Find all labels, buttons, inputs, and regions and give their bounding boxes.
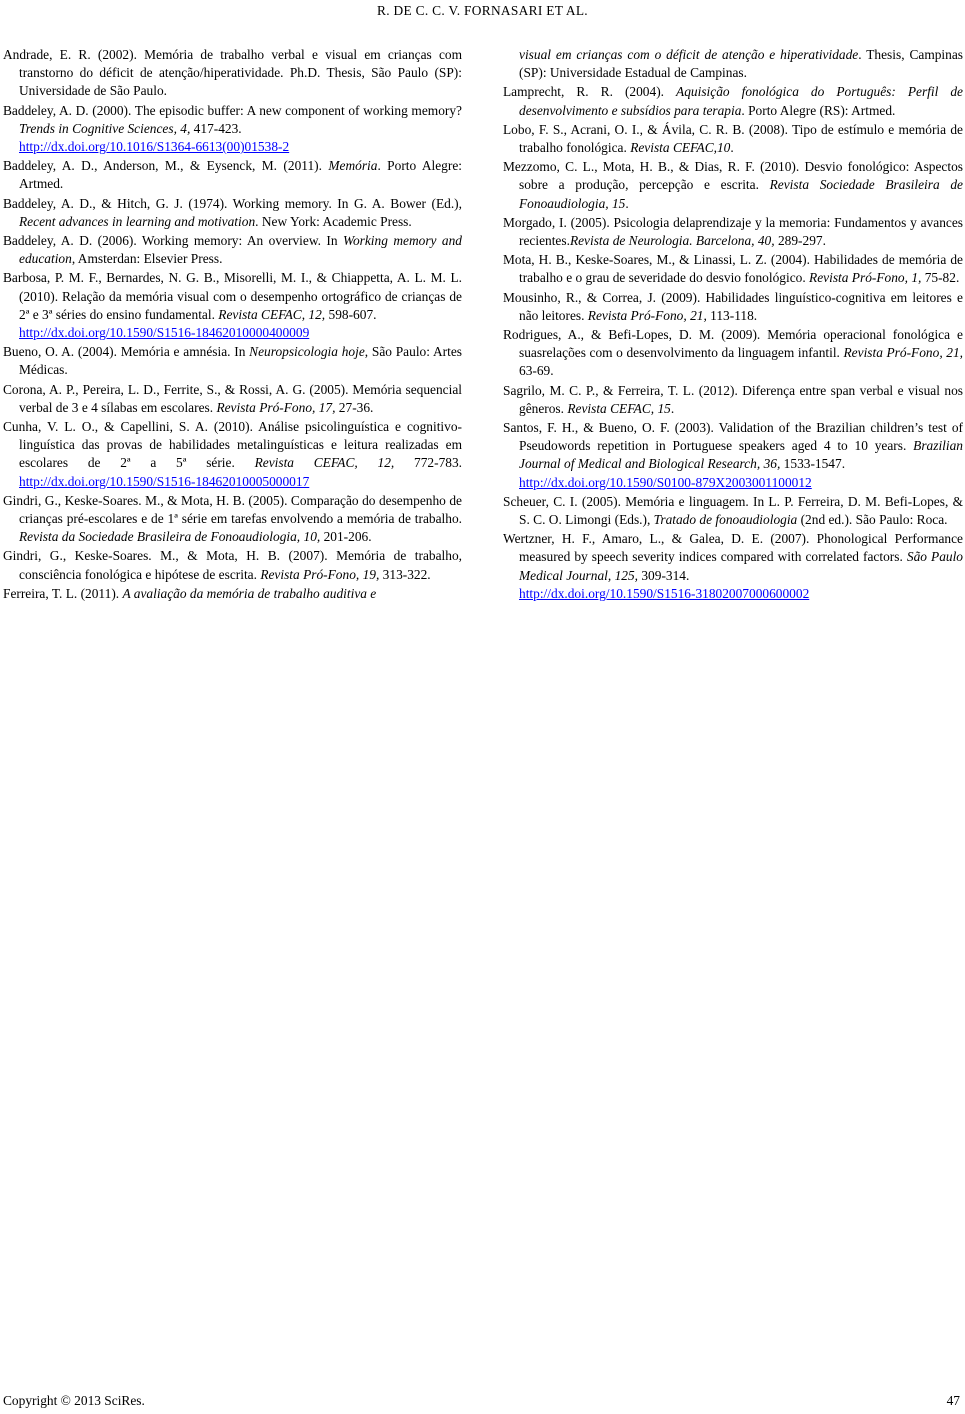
book-title: Recent advances in learning and motivation [19, 213, 256, 229]
journal-title: Revista CEFAC,10 [630, 140, 731, 156]
book-title: Memória [328, 158, 378, 174]
journal-title: São Paulo Medical Journal, 125, [519, 549, 964, 583]
journal-title: Revista Pró-Fono, 17, [216, 399, 336, 415]
reference-pages: . [625, 195, 629, 211]
reference-text: Mota, H. B., Keske-Soares, M., & Linassi, L. Z. (2004). Habilidades de memória de trabalho e o grau de severidade do desvio fonológico. [503, 252, 963, 286]
reference-pages: 309-314. [638, 567, 690, 583]
reference-entry [3, 157, 462, 193]
reference-entry [503, 251, 963, 287]
reference-text: Bueno, O. A. (2004). Memória e amnésia. In [3, 344, 250, 360]
journal-title: Revista de Neurologia. Barcelona, 40, [569, 233, 775, 249]
reference-entry [3, 418, 462, 491]
book-title: Neuropsicologia hoje [249, 344, 365, 360]
reference-entry [503, 530, 963, 603]
journal-title: Revista CEFAC, 12, [218, 306, 326, 322]
book-title: Working memory and education [19, 233, 462, 267]
journal-title: Revista Pró-Fono, 21, [587, 307, 707, 323]
reference-pages: 598-607. [325, 306, 377, 322]
journal-title: Revista da Sociedade Brasileira de Fonoaudiologia, 10, [19, 529, 321, 545]
doi-link[interactable]: http://dx.doi.org/10.1590/S1516-18462010000400009 [19, 325, 310, 341]
reference-text: Gindri, G., Keske-Soares. M., & Mota, H. B. (2007). Memória de trabalho, consciência fonológica e hipótese de escrita. [3, 548, 462, 582]
reference-text: Rodrigues, A., & Befi-Lopes, D. M. (2009). Memória operacional fonológica e suasrelações com o desenvolvimento da linguagem infantil. [503, 327, 963, 361]
reference-pages: 63-69. [519, 363, 554, 379]
references-left-column [3, 46, 462, 604]
reference-entry [503, 419, 963, 492]
reference-text: Gindri, G., Keske-Soares. M., & Mota, H. B. (2005). Comparação do desempenho de crianças pré-escolares e de 1ª série em tarefas envolvendo a memória de trabalho. [3, 492, 462, 527]
reference-pages: . [670, 400, 675, 416]
reference-pages: 75-82. [921, 270, 960, 286]
running-header: R. DE C. C. V. FORNASARI ET AL. [377, 3, 588, 18]
doi-link[interactable]: http://dx.doi.org/10.1590/S0100-879X2003001100012 [519, 474, 812, 490]
reference-pages: . [730, 140, 734, 156]
reference-entry [503, 121, 963, 157]
reference-text: Baddeley, A. D., Anderson, M., & Eysenck, M. (2011). [3, 158, 329, 174]
reference-entry [3, 46, 462, 101]
reference-text: Lamprecht, R. R. (2004). [503, 84, 677, 100]
reference-text: Ferreira, T. L. (2011). [3, 585, 123, 601]
reference-entry [503, 214, 963, 250]
reference-text: Mousinho, R., & Correa, J. (2009). Habilidades linguístico-cognitiva em leitores e não leitores. [503, 289, 963, 323]
reference-entry [3, 232, 462, 268]
reference-pages: 772-783. [394, 455, 462, 471]
reference-entry [3, 102, 462, 157]
reference-publisher: . New York: Academic Press. [255, 213, 412, 229]
reference-entry [3, 492, 462, 547]
reference-entry [503, 158, 963, 213]
reference-entry [503, 382, 963, 418]
journal-title: Revista CEFAC, 15 [567, 400, 671, 416]
page-number: 47 [946, 1393, 960, 1408]
reference-entry [3, 381, 462, 417]
reference-pages: 27-36. [335, 399, 374, 415]
reference-publisher: , Amsterdan: Elsevier Press. [71, 251, 223, 267]
reference-entry [3, 547, 462, 583]
reference-text: Baddeley, A. D. (2006). Working memory: An overview. In [3, 233, 344, 249]
reference-text: Morgado, I. (2005). Psicologia delaprendizaje y la memoria: Fundamentos y avances recientes. [503, 214, 963, 249]
doi-link[interactable]: http://dx.doi.org/10.1590/S1516-18462010005000017 [19, 473, 310, 489]
reference-text: Baddeley, A. D. (2000). The episodic buffer: A new component of working memory? [3, 102, 462, 118]
thesis-title: visual em crianças com o déficit de atenção e hiperatividade [519, 47, 859, 62]
book-title: Tratado de fonoaudiologia [653, 512, 798, 528]
reference-pages: 313-322. [379, 566, 431, 582]
journal-title: Revista Pró-Fono, 1, [809, 270, 922, 286]
reference-text: Corona, A. P., Pereira, L. D., Ferrite, S., & Rossi, A. G. (2005). Memória sequencial verbal de 3 e 4 sílabas em escolares. [3, 381, 462, 415]
reference-entry [503, 326, 963, 381]
journal-title: Brazilian Journal of Medical and Biological Research, 36, [519, 438, 963, 472]
book-title: Aquisição fonológica do Português: Perfil de desenvolvimento e subsídios para terapia [519, 84, 963, 118]
thesis-title: A avaliação da memória de trabalho auditiva e [122, 585, 377, 601]
reference-publisher: . Porto Alegre (RS): Artmed. [741, 102, 896, 118]
reference-entry [503, 289, 963, 325]
reference-pages: 417-423. [190, 120, 242, 136]
journal-title: Trends in Cognitive Sciences, 4, [19, 120, 191, 136]
reference-entry [3, 269, 462, 342]
reference-text: Santos, F. H., & Bueno, O. F. (2003). Validation of the Brazilian children’s test of Pseudowords repetition in Portuguese speakers aged 4 to 10 years. [503, 420, 963, 454]
reference-entry [3, 195, 462, 231]
reference-publisher: . Thesis, Campinas (SP): Universidade Estadual de Campinas. [519, 47, 963, 81]
reference-text: Barbosa, P. M. F., Bernardes, N. G. B., Misorelli, M. I., & Chiappetta, A. L. M. L. (2010). Relação da memória visual com o desempenho ortográfico de crianças de 2ª e 3ª séries do ensino fundamental. [3, 270, 462, 322]
reference-entry-continued [503, 46, 963, 82]
references-right-column [503, 46, 963, 604]
reference-pages: 113-118. [706, 307, 758, 323]
reference-text: Baddeley, A. D., & Hitch, G. J. (1974). Working memory. In G. A. Bower (Ed.), [3, 195, 462, 211]
copyright-footer: Copyright © 2013 SciRes. [3, 1393, 145, 1408]
journal-title: Revista Pró-Fono, 21, [843, 345, 963, 361]
reference-publisher: . Porto Alegre: Artmed. [19, 158, 462, 192]
reference-entry [3, 343, 462, 379]
reference-text: Mezzomo, C. L., Mota, H. B., & Dias, R. F. (2010). Desvio fonológico: Aspectos sobre a produção, percepção e escrita. [503, 159, 963, 193]
reference-pages: 289-297. [774, 233, 826, 249]
reference-publisher: (2nd ed.). São Paulo: Roca. [797, 512, 948, 528]
reference-publisher: , São Paulo: Artes Médicas. [19, 344, 462, 378]
reference-text: Wertzner, H. F., Amaro, L., & Galea, D. E. (2007). Phonological Performance measured by speech severity indices compared with correlated factors. [503, 531, 963, 565]
reference-text: Lobo, F. S., Acrani, O. I., & Ávila, C. R. B. (2008). Tipo de estímulo e memória de trabalho fonológica. [503, 121, 963, 156]
reference-entry [503, 493, 963, 529]
journal-title: Revista CEFAC, 12, [254, 455, 395, 471]
journal-title: Revista Sociedade Brasileira de Fonoaudiologia, 15 [519, 177, 963, 211]
journal-title: Revista Pró-Fono, 19, [260, 566, 380, 582]
reference-text: Sagrilo, M. C. P., & Ferreira, T. L. (2012). Diferença entre span verbal e visual nos gêneros. [503, 382, 963, 416]
reference-pages: 1533-1547. [780, 456, 846, 472]
reference-entry [503, 83, 963, 119]
reference-text: Andrade, E. R. (2002). Memória de trabalho verbal e visual em crianças com transtorno do déficit de atenção/hiperatividade. Ph.D. Thesis, São Paulo (SP): Universidade de São Paulo. [3, 47, 462, 99]
doi-link[interactable]: http://dx.doi.org/10.1590/S1516-31802007000600002 [519, 585, 810, 601]
reference-entry [3, 585, 462, 603]
reference-text: Cunha, V. L. O., & Capellini, S. A. (2010). Análise psicolinguística e cognitivo-linguística das provas de habilidades metalinguísticas e leitura realizadas em escolares de 2ª a 5ª série. [3, 419, 462, 471]
doi-link[interactable]: http://dx.doi.org/10.1016/S1364-6613(00)01538-2 [19, 139, 290, 155]
reference-text: Scheuer, C. I. (2005). Memória e linguagem. In L. P. Ferreira, D. M. Befi-Lopes, & S. C. O. Limongi (Eds.), [503, 493, 963, 528]
reference-pages: 201-206. [320, 529, 372, 545]
